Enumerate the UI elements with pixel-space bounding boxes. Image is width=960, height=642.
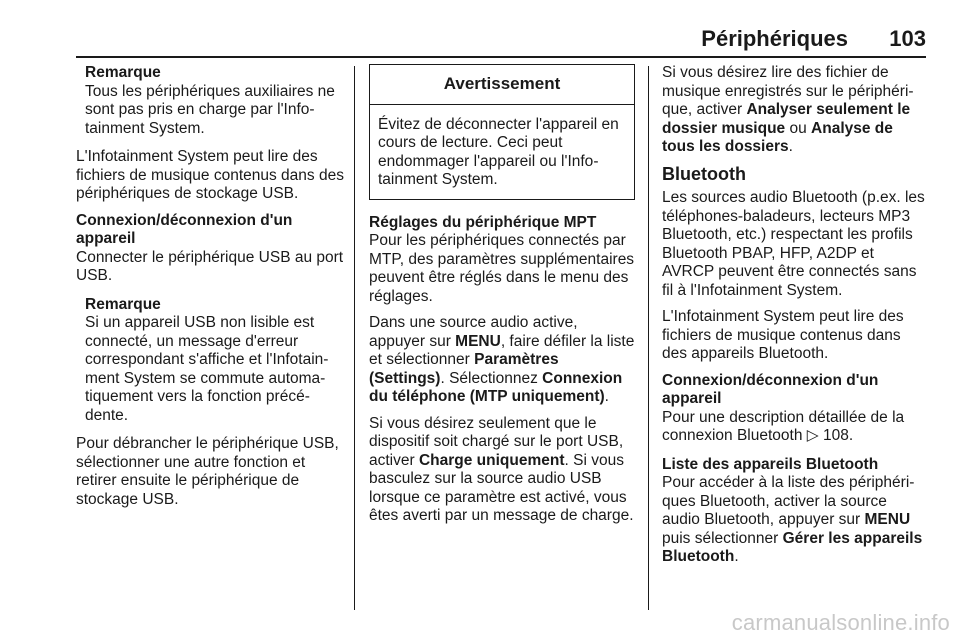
paragraph-mtp-settings: Pour les périphériques connectés par MTP, des paramètres supplémentaires peuvent être réglés dans le menu des réglages.: [369, 232, 635, 305]
text-run: Si vous désirez seulement que le dispositif soit chargé sur le port USB, activer: [369, 414, 624, 469]
text-run: , faire défiler la liste et sélectionner: [369, 332, 635, 368]
paragraph-usb-music: L'Infotainment System peut lire des fichiers de musique contenus dans des périphériques de stockage USB.: [76, 148, 344, 202]
section-bluetooth-list: [662, 456, 928, 567]
text-run: .: [604, 388, 609, 405]
note-text: Si un appareil USB non lisible est connecté, un message d'erreur correspondant s'affiche et l'Infotainment System se commute automatiquement vers la fonction précédente.: [85, 314, 329, 424]
section-mtp-settings: [369, 214, 635, 307]
column-divider-2: [648, 66, 649, 610]
menu-key-label: MENU: [455, 332, 501, 350]
note-title: Remarque: [85, 295, 161, 313]
column-3: [662, 64, 928, 577]
menu-option-charge-only: Charge uniquement: [418, 451, 565, 469]
heading-connect-bluetooth: [662, 372, 928, 409]
paragraph-scan-folders: [662, 64, 928, 157]
text-run: Si vous désirez lire des fichier de musique enregistrés sur le périphérique, activer: [662, 64, 914, 118]
heading-line: appareil: [662, 390, 722, 407]
menu-option-scan-music: Analyser seulement le dossier musique: [662, 101, 911, 137]
page-reference: 108.: [818, 427, 854, 444]
note-text: Tous les périphériques auxiliaires ne sont pas pris en charge par l'Infotainment System.: [85, 82, 335, 137]
heading-line: Connexion/déconnexion d'un: [662, 371, 879, 389]
text-run: Dans une source audio active, appuyer sur: [369, 314, 578, 350]
warning-box: [369, 64, 635, 200]
paragraph-bluetooth-sources: Les sources audio Bluetooth (p.ex. les téléphones-baladeurs, lecteurs MP3 Bluetooth, etc.) respectant les profils Bluetooth PBAP, HFP, A2DP et AVRCP peuvent être connectés sans fil à l'Infotainment System.: [662, 189, 925, 299]
column-divider-1: [354, 66, 355, 610]
text-run: .: [734, 548, 739, 565]
cross-reference-arrow-icon: ▷: [806, 427, 819, 444]
text-run: .: [788, 138, 793, 155]
paragraph-mtp-menu: [369, 314, 635, 407]
menu-option-mtp: Connexion du téléphone (MTP uniquement): [369, 369, 623, 405]
section-title: Périphériques: [701, 26, 848, 51]
heading-line: appareil: [76, 230, 136, 247]
warning-title: Avertissement: [370, 65, 634, 105]
watermark-text: carmanualsonline.info: [731, 610, 950, 635]
text-run: Pour accéder à la liste des périphériques Bluetooth, activer la source audio Bluetooth, appuyer sur: [662, 474, 915, 528]
paragraph-charge-only: [369, 415, 635, 526]
menu-option-scan-all: Analyse de tous les dossiers: [662, 119, 893, 155]
page-header: [76, 22, 926, 58]
text-run: Pour une description détaillée de la connexion Bluetooth: [662, 408, 905, 444]
heading-bluetooth: Bluetooth: [662, 163, 746, 184]
column-1: [76, 64, 344, 517]
heading-line: Connexion/déconnexion d'un: [76, 211, 293, 229]
text-run: . Sélectionnez: [440, 369, 543, 387]
heading-bluetooth-list: Liste des appareils Bluetooth: [662, 455, 879, 473]
section-connect-bluetooth: [662, 372, 928, 446]
warning-text: Évitez de déconnecter l'appareil en cours de lecture. Ceci peut endommager l'appareil ou l'Infotainment System.: [378, 115, 619, 188]
note-title: Remarque: [85, 64, 161, 81]
text-run: ou: [785, 119, 812, 137]
note-unreadable-usb: [76, 296, 344, 426]
note-unsupported-devices: [76, 64, 344, 138]
paragraph-bluetooth-list: [662, 474, 928, 567]
heading-mtp-settings: Réglages du périphérique MPT: [369, 213, 597, 231]
text-run: . Si vous basculez sur la source audio USB lorsque ce paramètre est activé, vous êtes averti par un message de charge.: [369, 451, 634, 524]
menu-option-settings: Paramètres (Settings): [369, 351, 559, 387]
paragraph-bluetooth-music: L'Infotainment System peut lire des fichiers de musique contenus dans des appareils Bluetooth.: [662, 308, 904, 362]
paragraph-connect-bluetooth: [662, 409, 928, 446]
section-connect-usb: [76, 212, 344, 286]
column-2: [369, 64, 635, 534]
menu-option-manage-devices: Gérer les appareils Bluetooth: [662, 529, 923, 565]
paragraph-connect-usb: Connecter le périphérique USB au port USB.: [76, 248, 344, 284]
menu-key-label: MENU: [864, 511, 911, 528]
heading-connect-usb: [76, 212, 344, 249]
paragraph-disconnect-usb: Pour débrancher le périphérique USB, sélectionner une autre fonction et retirer ensuite le périphérique de stockage USB.: [76, 435, 339, 508]
page-number: 103: [889, 26, 926, 51]
text-run: puis sélectionner: [662, 529, 783, 547]
